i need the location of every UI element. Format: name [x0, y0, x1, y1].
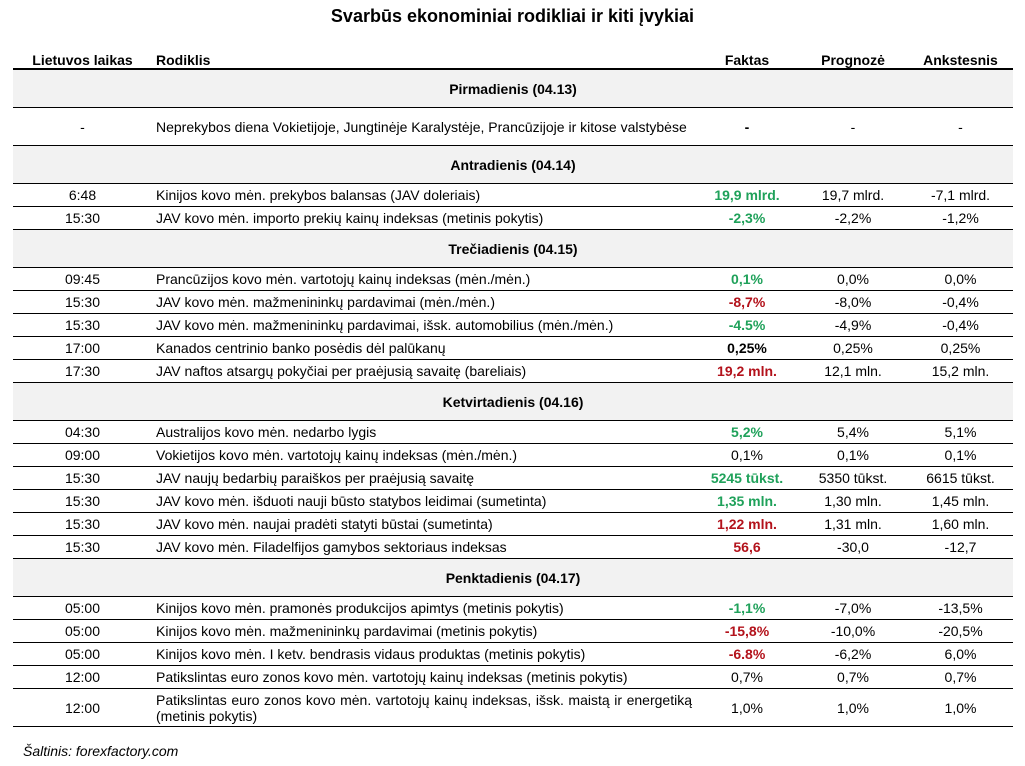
cell-forecast: -10,0%: [798, 620, 908, 643]
cell-indicator: Kinijos kovo mėn. I ketv. bendrasis vidaus produktas (metinis pokytis): [152, 643, 696, 666]
cell-previous: 1,60 mln.: [908, 513, 1013, 536]
day-header-row: [13, 230, 1013, 268]
cell-forecast: 5,4%: [798, 421, 908, 444]
cell-fact: -8,7%: [696, 291, 798, 314]
cell-forecast: 5350 tūkst.: [798, 467, 908, 490]
cell-previous: 6,0%: [908, 643, 1013, 666]
cell-indicator: Kanados centrinio banko posėdis dėl palūkanų: [152, 337, 696, 360]
header-row: [13, 46, 1013, 69]
table-row: [13, 536, 1013, 559]
cell-fact: -6.8%: [696, 643, 798, 666]
cell-previous: -12,7: [908, 536, 1013, 559]
day-header-row: [13, 559, 1013, 597]
cell-forecast: 1,0%: [798, 689, 908, 727]
header-fact: Faktas: [696, 46, 798, 69]
cell-time: 17:30: [13, 360, 152, 383]
cell-forecast: 0,7%: [798, 666, 908, 689]
cell-previous: 0,0%: [908, 268, 1013, 291]
header-time: Lietuvos laikas: [13, 46, 152, 69]
table-row: [13, 666, 1013, 689]
day-label: Antradienis (04.14): [13, 146, 1013, 184]
cell-forecast: 0,0%: [798, 268, 908, 291]
header-indicator: Rodiklis: [152, 46, 696, 69]
cell-previous: -13,5%: [908, 597, 1013, 620]
cell-indicator: Patikslintas euro zonos kovo mėn. vartotojų kainų indeksas (metinis pokytis): [152, 666, 696, 689]
cell-time: 17:00: [13, 337, 152, 360]
cell-forecast: 0,25%: [798, 337, 908, 360]
day-header-row: [13, 69, 1013, 108]
cell-fact: -1,1%: [696, 597, 798, 620]
cell-time: 05:00: [13, 597, 152, 620]
day-header-row: [13, 146, 1013, 184]
cell-previous: 0,25%: [908, 337, 1013, 360]
cell-previous: -0,4%: [908, 314, 1013, 337]
cell-forecast: -6,2%: [798, 643, 908, 666]
cell-forecast: 19,7 mlrd.: [798, 184, 908, 207]
cell-fact: 1,22 mln.: [696, 513, 798, 536]
cell-fact: 5,2%: [696, 421, 798, 444]
cell-time: 6:48: [13, 184, 152, 207]
cell-fact: 19,2 mln.: [696, 360, 798, 383]
cell-indicator: Vokietijos kovo mėn. vartotojų kainų indeksas (mėn./mėn.): [152, 444, 696, 467]
cell-previous: 15,2 mln.: [908, 360, 1013, 383]
cell-time: 15:30: [13, 467, 152, 490]
cell-fact: 1,0%: [696, 689, 798, 727]
cell-forecast: 1,31 mln.: [798, 513, 908, 536]
cell-fact: 0,1%: [696, 444, 798, 467]
source-note: Šaltinis: forexfactory.com: [23, 743, 179, 759]
cell-fact: 56,6: [696, 536, 798, 559]
cell-time: 12:00: [13, 689, 152, 727]
cell-forecast: 0,1%: [798, 444, 908, 467]
economic-calendar-table: [13, 46, 1013, 727]
cell-previous: 5,1%: [908, 421, 1013, 444]
cell-forecast: -4,9%: [798, 314, 908, 337]
cell-forecast: 1,30 mln.: [798, 490, 908, 513]
cell-previous: 0,7%: [908, 666, 1013, 689]
header-forecast: Prognozė: [798, 46, 908, 69]
cell-fact: 19,9 mlrd.: [696, 184, 798, 207]
cell-time: 12:00: [13, 666, 152, 689]
cell-fact: 0,7%: [696, 666, 798, 689]
cell-time: 05:00: [13, 643, 152, 666]
cell-forecast: -8,0%: [798, 291, 908, 314]
cell-indicator: JAV kovo mėn. importo prekių kainų indeksas (metinis pokytis): [152, 207, 696, 230]
cell-time: -: [13, 108, 152, 146]
cell-forecast: -30,0: [798, 536, 908, 559]
cell-fact: 1,35 mln.: [696, 490, 798, 513]
cell-forecast: 12,1 mln.: [798, 360, 908, 383]
cell-fact: -15,8%: [696, 620, 798, 643]
cell-time: 04:30: [13, 421, 152, 444]
cell-time: 15:30: [13, 490, 152, 513]
page-title: Svarbūs ekonominiai rodikliai ir kiti įvykiai: [330, 6, 695, 26]
table-row: [13, 620, 1013, 643]
cell-indicator: Prancūzijos kovo mėn. vartotojų kainų indeksas (mėn./mėn.): [152, 268, 696, 291]
table-row: [13, 643, 1013, 666]
table-row: [13, 467, 1013, 490]
cell-previous: -7,1 mlrd.: [908, 184, 1013, 207]
table-row: [13, 490, 1013, 513]
cell-fact: 5245 tūkst.: [696, 467, 798, 490]
cell-previous: 6615 tūkst.: [908, 467, 1013, 490]
day-label: Trečiadienis (04.15): [13, 230, 1013, 268]
cell-time: 15:30: [13, 513, 152, 536]
table-row: [13, 337, 1013, 360]
table-row: [13, 689, 1013, 727]
cell-indicator: Kinijos kovo mėn. mažmenininkų pardavimai (metinis pokytis): [152, 620, 696, 643]
cell-previous: 0,1%: [908, 444, 1013, 467]
cell-previous: 1,0%: [908, 689, 1013, 727]
cell-time: 15:30: [13, 207, 152, 230]
cell-indicator: Kinijos kovo mėn. pramonės produkcijos apimtys (metinis pokytis): [152, 597, 696, 620]
table-row: [13, 421, 1013, 444]
table-row: [13, 513, 1013, 536]
cell-previous: 1,45 mln.: [908, 490, 1013, 513]
cell-indicator: JAV kovo mėn. mažmenininkų pardavimai, išsk. automobilius (mėn./mėn.): [152, 314, 696, 337]
table-body: [13, 69, 1013, 727]
table-row: [13, 268, 1013, 291]
day-header-row: [13, 383, 1013, 421]
day-label: Penktadienis (04.17): [13, 559, 1013, 597]
cell-previous: -0,4%: [908, 291, 1013, 314]
cell-forecast: -2,2%: [798, 207, 908, 230]
cell-indicator: JAV kovo mėn. mažmenininkų pardavimai (mėn./mėn.): [152, 291, 696, 314]
cell-indicator: JAV naujų bedarbių paraiškos per praėjusią savaitę: [152, 467, 696, 490]
cell-fact: -2,3%: [696, 207, 798, 230]
cell-time: 05:00: [13, 620, 152, 643]
cell-time: 15:30: [13, 314, 152, 337]
table-row: [13, 184, 1013, 207]
table-row: [13, 597, 1013, 620]
cell-indicator: Australijos kovo mėn. nedarbo lygis: [152, 421, 696, 444]
cell-fact: 0,1%: [696, 268, 798, 291]
cell-time: 15:30: [13, 291, 152, 314]
cell-fact: -4.5%: [696, 314, 798, 337]
table-row: [13, 291, 1013, 314]
cell-previous: -20,5%: [908, 620, 1013, 643]
cell-indicator: JAV kovo mėn. Filadelfijos gamybos sektoriaus indeksas: [152, 536, 696, 559]
cell-indicator: JAV kovo mėn. išduoti nauji būsto statybos leidimai (sumetinta): [152, 490, 696, 513]
table-row: [13, 108, 1013, 146]
cell-fact: 0,25%: [696, 337, 798, 360]
header-previous: Ankstesnis: [908, 46, 1013, 69]
cell-indicator: Kinijos kovo mėn. prekybos balansas (JAV doleriais): [152, 184, 696, 207]
cell-forecast: -: [798, 108, 908, 146]
cell-indicator: Patikslintas euro zonos kovo mėn. vartotojų kainų indeksas, išsk. maistą ir energetiką (metinis pokytis): [152, 689, 696, 727]
cell-fact: -: [696, 108, 798, 146]
cell-indicator: Neprekybos diena Vokietijoje, Jungtinėje Karalystėje, Prancūzijoje ir kitose valstybėse: [152, 108, 696, 146]
table-row: [13, 444, 1013, 467]
table-row: [13, 207, 1013, 230]
table-row: [13, 360, 1013, 383]
cell-indicator: JAV kovo mėn. naujai pradėti statyti būstai (sumetinta): [152, 513, 696, 536]
cell-previous: -1,2%: [908, 207, 1013, 230]
cell-indicator: JAV naftos atsargų pokyčiai per praėjusią savaitę (bareliais): [152, 360, 696, 383]
cell-time: 15:30: [13, 536, 152, 559]
cell-time: 09:00: [13, 444, 152, 467]
cell-previous: -: [908, 108, 1013, 146]
day-label: Ketvirtadienis (04.16): [13, 383, 1013, 421]
cell-time: 09:45: [13, 268, 152, 291]
table-row: [13, 314, 1013, 337]
cell-forecast: -7,0%: [798, 597, 908, 620]
day-label: Pirmadienis (04.13): [13, 69, 1013, 108]
